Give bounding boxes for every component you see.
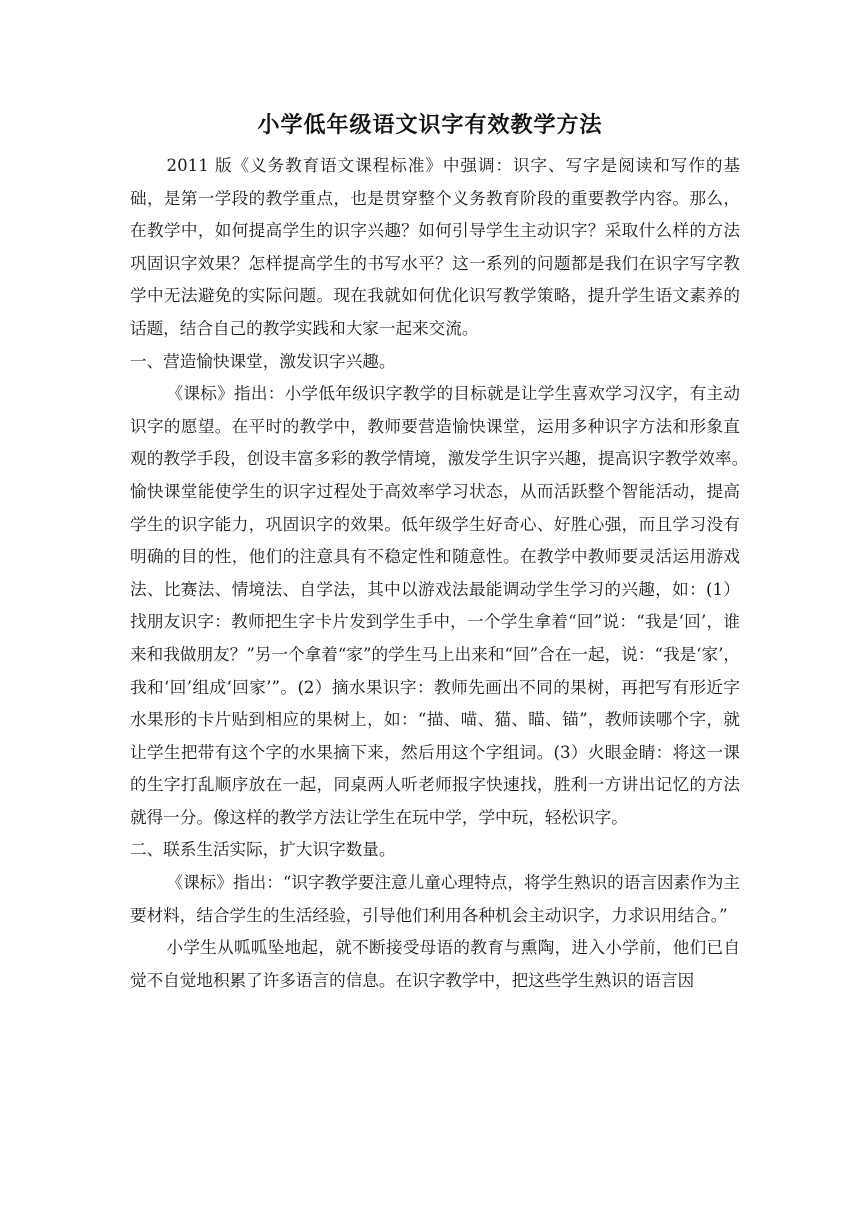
- section-2-paragraph: 小学生从呱呱坠地起，就不断接受母语的教育与熏陶，进入小学前，他们已自觉不自觉地积累了许多语言的信息。在识字教学中，把这些学生熟识的语言因: [130, 938, 740, 990]
- section-1-paragraph: 《课标》指出：小学低年级识字教学的目标就是让学生喜欢学习汉字，有主动识字的愿望。在平时的教学中，教师要营造愉快课堂，运用多种识字方法和形象直观的教学手段，创设丰富多彩的教学情境，激发学生识字兴趣，提高识字教学效率。 愉快课堂能使学生的识字过程处于高效率学习状态，从而活跃整个智能活动，提高学生的识字能力，巩固识字的效果。低年级学生好奇心、好胜心强，而且学习没有明确的目的性，他们的注意具有不稳定性和随意性。在教学中教师要灵活运用游戏法、比赛法、情境法、自学法，其中以游戏法最能调动学生学习的兴趣，如：(1）找朋友识字：教师把生字卡片发到学生手中，一个学生拿着“回”说：“我是‘回’，谁来和我做朋友？”另一个拿着“家”的学生马上出来和“回”合在一起，说：“我是‘家’，我和‘回’组成‘回家’”。(2）摘水果识字：教师先画出不同的果树，再把写有形近字水果形的卡片贴到相应的果树上，如：“描、喵、猫、瞄、锚”，教师读哪个字，就让学生把带有这个字的水果摘下来，然后用这个字组词。(3）火眼金睛：将这一课的生字打乱顺序放在一起，同桌两人听老师报字快速找，胜利一方讲出记忆的方法就得一分。像这样的教学方法让学生在玩中学，学中玩，轻松识字。: [130, 384, 757, 827]
- section-heading-2: 二、联系生活实际，扩大识字数量。: [130, 840, 396, 860]
- intro-paragraph: 2011 版《义务教育语文课程标准》中强调：识字、写字是阅读和写作的基础，是第一学段的教学重点，也是贯穿整个义务教育阶段的重要教学内容。那么，在教学中，如何提高学生的识字兴趣？如何引导学生主动识字？采取什么样的方法巩固识字效果？怎样提高学生的书写水平？这一系列的问题都是我们在识字写字教学中无法避免的实际问题。现在我就如何优化识写教学策略，提升学生语文素养的话题，结合自己的教学实践和大家一起来交流。: [130, 156, 740, 338]
- document-body: [130, 150, 757, 997]
- document-title: 小学低年级语文识字有效教学方法: [257, 113, 603, 138]
- section-2-quote-paragraph: 《课标》指出：“识字教学要注意儿童心理特点，将学生熟识的语言因素作为主要材料，结合学生的生活经验，引导他们利用各种机会主动识字，力求识用结合。”: [130, 873, 740, 925]
- section-heading-1: 一、营造愉快课堂，激发识字兴趣。: [130, 351, 396, 371]
